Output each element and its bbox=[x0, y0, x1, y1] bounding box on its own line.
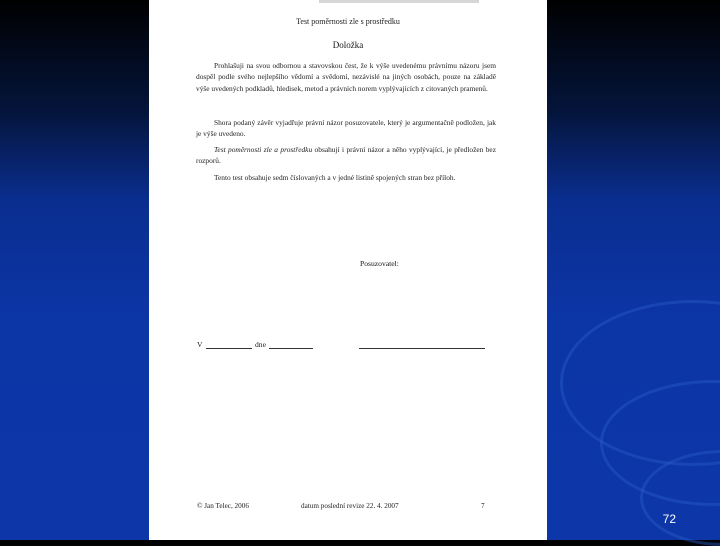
place-prefix: V bbox=[197, 340, 203, 349]
page-top-artifact bbox=[319, 0, 479, 3]
date-prefix: dne bbox=[255, 340, 266, 349]
document-heading: Doložka bbox=[332, 40, 364, 50]
document-page bbox=[149, 0, 547, 540]
signature-line bbox=[359, 348, 485, 349]
paragraph-page-count: Tento test obsahuje sedm číslovaných a v jedné listině spojených stran bez příloh. bbox=[214, 173, 456, 182]
slide-number: 72 bbox=[662, 512, 676, 526]
footer-copyright: © Jan Telec, 2006 bbox=[197, 502, 249, 510]
footer-revision: datum poslední revize 22. 4. 2007 bbox=[301, 502, 399, 510]
place-blank bbox=[206, 348, 252, 349]
document-title: Test poměrnosti zle s prostředku bbox=[296, 17, 400, 26]
paragraph-rest: obsahují i právní názor a něho vyplývající, je předložen bez rozporů. bbox=[196, 145, 496, 166]
date-blank bbox=[269, 348, 313, 349]
paragraph-test-note bbox=[196, 144, 496, 167]
paragraph-emphasis: Test poměrnosti zle a prostředku bbox=[214, 145, 313, 154]
signature-row bbox=[197, 340, 497, 354]
paragraph-declaration: Prohlašuji na svou odbornou a stavovskou čest, že k výše uvedenému právnímu názoru jsem dospěl podle svého nejlepšího vědomí a svědomí, nezávislé na jiných osobách, pouze na základě výše uvedených podkladů, hledisek, metod a právních norem vyplývajících z citovaných pramenů. bbox=[196, 61, 496, 93]
paragraph-conclusion: Shora podaný závěr vyjadřuje právní názor posuzovatele, který je argumentačně podložen, jak je výše uvedeno. bbox=[196, 118, 496, 139]
footer-page-number: 7 bbox=[481, 502, 485, 510]
assessor-label: Posuzovatel: bbox=[360, 259, 399, 268]
